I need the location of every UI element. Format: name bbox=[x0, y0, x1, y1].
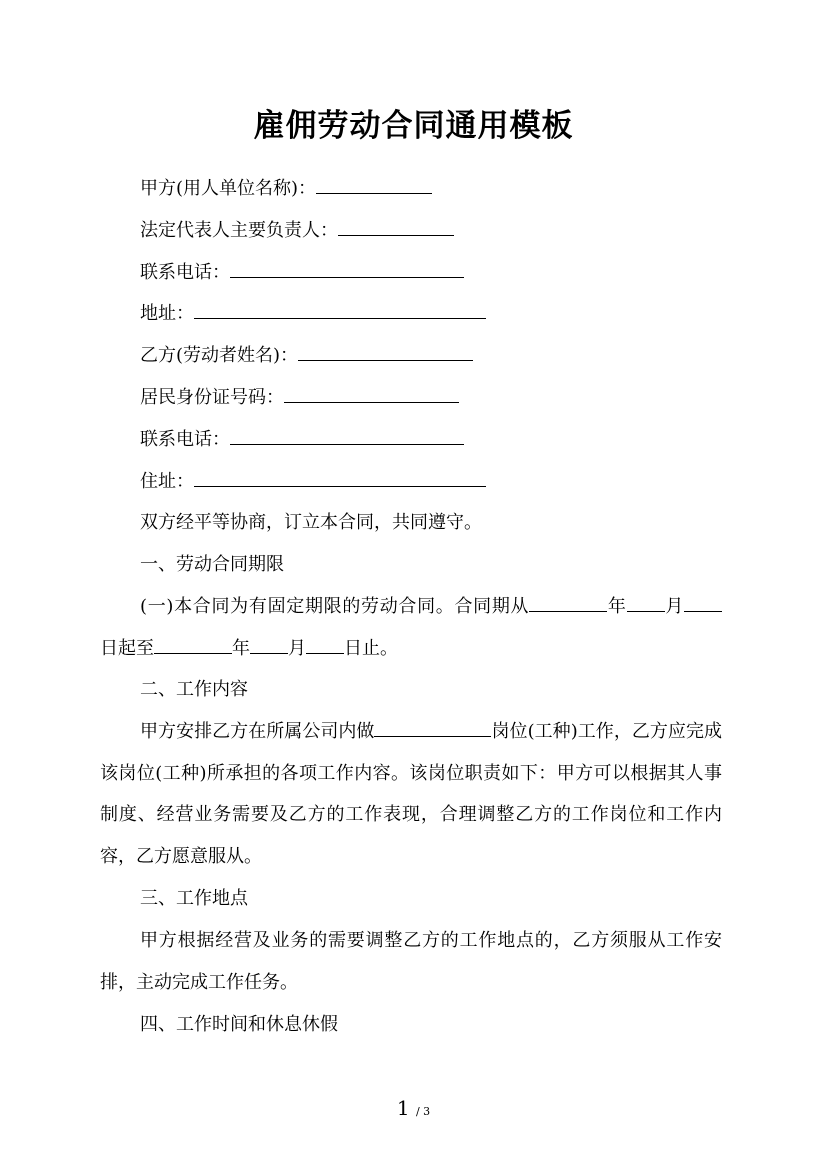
section3-heading: 三、工作地点 bbox=[140, 888, 248, 909]
section4-heading: 四、工作时间和休息休假 bbox=[140, 1014, 338, 1035]
phone-b-label: 联系电话： bbox=[140, 429, 230, 450]
residence-blank[interactable] bbox=[194, 468, 486, 487]
end-year-blank[interactable] bbox=[154, 635, 232, 654]
residence-field bbox=[140, 468, 486, 495]
phone-b-field bbox=[140, 426, 464, 453]
id-number-blank[interactable] bbox=[284, 384, 459, 403]
work-location-clause: 甲方根据经营及业务的需要调整乙方的工作地点的，乙方须服从工作安排，主动完成工作任务。 bbox=[100, 930, 722, 993]
phone-a-blank[interactable] bbox=[230, 259, 464, 278]
end-month-blank[interactable] bbox=[250, 635, 288, 654]
residence-label: 住址： bbox=[140, 471, 194, 492]
party-a-blank[interactable] bbox=[316, 175, 432, 194]
legal-rep-label: 法定代表人主要负责人： bbox=[140, 220, 338, 241]
start-year-blank[interactable] bbox=[529, 593, 607, 612]
position-blank[interactable] bbox=[374, 718, 491, 737]
address-blank[interactable] bbox=[194, 300, 486, 319]
term-clause: (一)本合同为有固定期限的劳动合同。合同期从 年 月日起至 年 月 日止。 bbox=[100, 586, 722, 669]
section1-heading: 一、劳动合同期限 bbox=[140, 554, 284, 575]
legal-rep-blank[interactable] bbox=[338, 217, 454, 236]
phone-a-label: 联系电话： bbox=[140, 262, 230, 283]
page-current: 1 bbox=[396, 1096, 410, 1120]
party-b-blank[interactable] bbox=[298, 342, 473, 361]
end-day-blank[interactable] bbox=[306, 635, 344, 654]
section2-heading: 二、工作内容 bbox=[140, 679, 248, 700]
phone-a-field bbox=[140, 259, 464, 286]
page-number bbox=[0, 1096, 827, 1124]
document-title: 雇佣劳动合同通用模板 bbox=[253, 108, 574, 144]
start-month-blank[interactable] bbox=[627, 593, 665, 612]
address-field bbox=[140, 300, 486, 327]
id-number-field bbox=[140, 384, 459, 411]
party-b-field bbox=[140, 342, 473, 369]
address-label: 地址： bbox=[140, 303, 194, 324]
start-day-blank[interactable] bbox=[684, 593, 722, 612]
phone-b-blank[interactable] bbox=[230, 426, 464, 445]
id-number-label: 居民身份证号码： bbox=[140, 387, 284, 408]
page-total: / 3 bbox=[415, 1105, 431, 1118]
party-a-label: 甲方(用人单位名称)： bbox=[140, 178, 317, 199]
work-content-clause: 甲方安排乙方在所属公司内做 岗位(工种)工作，乙方应完成该岗位(工种)所承担的各项工作内容。该岗位职责如下：甲方可以根据其人事制度、经营业务需要及乙方的工作表现，合理调整乙方的工作岗位和工作内容，乙方愿意服从。 bbox=[100, 711, 722, 877]
agreement-line: 双方经平等协商，订立本合同，共同遵守。 bbox=[140, 512, 482, 533]
party-a-field bbox=[140, 175, 432, 202]
legal-rep-field bbox=[140, 217, 454, 244]
party-b-label: 乙方(劳动者姓名)： bbox=[140, 345, 299, 366]
